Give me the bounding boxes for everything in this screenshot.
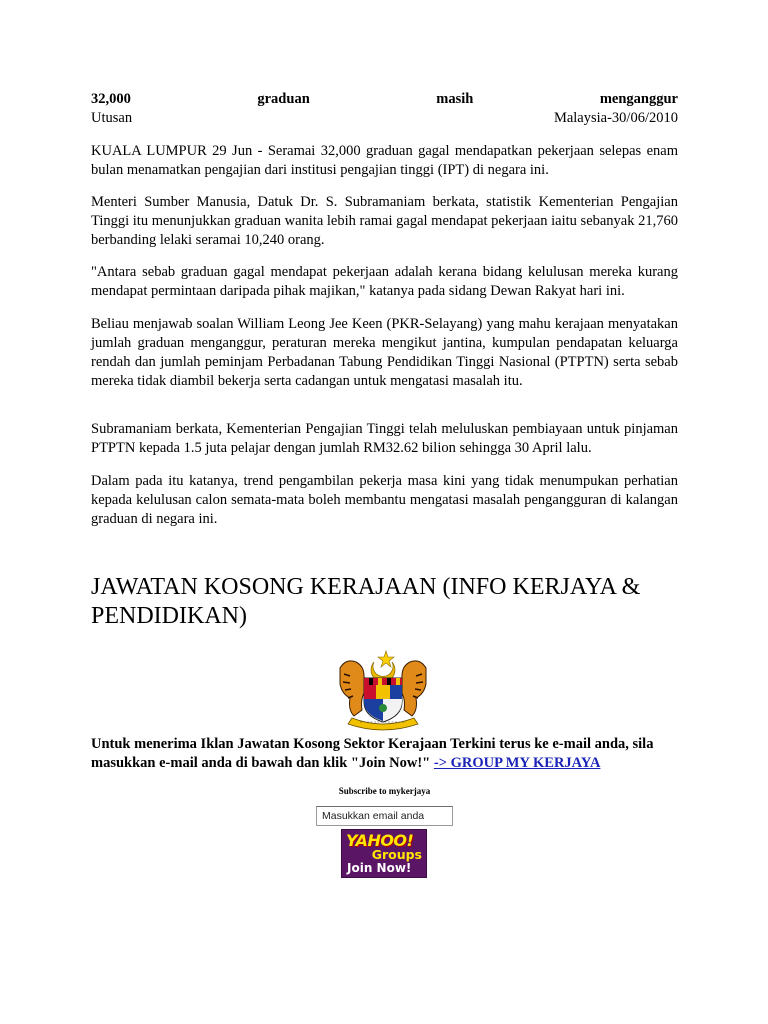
headline-word: menganggur [599,91,678,107]
subscribe-text: Untuk menerima Iklan Jawatan Kosong Sektor Kerajaan Terkini terus ke e-mail anda, sila masukkan e-mail anda di bawah dan klik "Join Now!" [91,736,654,771]
subscribe-instructions [91,735,678,773]
headline-word: masih [436,91,474,107]
article-paragraph: Dalam pada itu katanya, trend pengambilan pekerja masa kini yang tidak menumpukan perhatian kepada kelulusan calon semata-mata boleh membantu mengatasi masalah pengangguran di kalangan graduan di negara ini. [91,473,678,527]
join-now-text: Join Now! [347,861,412,875]
article-paragraph: Menteri Sumber Manusia, Datuk Dr. S. Subramaniam berkata, statistik Kementerian Pengajian Tinggi itu menunjukkan graduan wanita lebih ramai gagal mendapat pekerjaan iaitu sebanyak 21,760 berbanding lelaki seramai 10,240 orang. [91,194,678,248]
group-my-kerjaya-link[interactable]: -> GROUP MY KERJAYA [433,755,601,771]
article-paragraph: KUALA LUMPUR 29 Jun - Seramai 32,000 graduan gagal mendapatkan pekerjaan selepas enam bulan menamatkan pengajian dari institusi pengajian tinggi (IPT) di negara ini. [91,143,678,178]
article-headline [91,90,678,109]
article-paragraph: "Antara sebab graduan gagal mendapat pekerjaan adalah kerana bidang kelulusan mereka kurang mendapat permintaan daripada pihak majikan," katanya pada sidang Dewan Rakyat hari ini. [91,264,678,299]
source-date: Malaysia-30/06/2010 [553,110,678,126]
source-name: Utusan [91,110,133,126]
yahoo-groups-join-button[interactable] [341,829,427,878]
article-source [91,109,678,128]
groups-text: Groups [371,847,422,862]
subscribe-form-label: Subscribe to mykerjaya [338,786,431,796]
article-header [91,90,678,128]
section-title: JAWATAN KOSONG KERAJAAN (INFO KERJAYA & PENDIDIKAN) [91,574,641,629]
malaysia-coat-of-arms-icon [330,648,436,732]
yahoo-logo-text: YAHOO! [346,831,414,850]
headline-word: graduan [257,91,310,107]
article-paragraph: Subramaniam berkata, Kementerian Pengajian Tinggi telah meluluskan pembiayaan untuk pinjaman PTPTN kepada 1.5 juta pelajar dengan jumlah RM32.62 bilion sehingga 30 April lalu. [91,421,678,456]
email-input[interactable] [316,806,453,826]
article-paragraph: Beliau menjawab soalan William Leong Jee Keen (PKR-Selayang) yang mahu kerajaan menyatakan jumlah graduan menganggur, peraturan mereka mengikut jantina, kumpulan pendapatan keluarga rendah dan jumlah peminjam Perbadanan Tabung Pendidikan Tinggi Nasional (PTPTN) serta sebab mereka tidak diambil bekerja serta cadangan untuk mengatasi masalah itu. [91,316,678,389]
headline-word: 32,000 [91,91,131,107]
